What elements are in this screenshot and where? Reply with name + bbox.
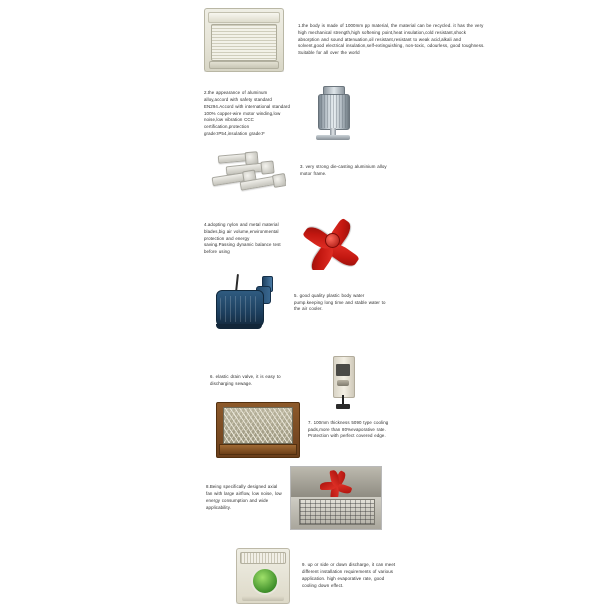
feature-caption-7: 7. 100mm thickness 5090 type cooling pads,more than 80%evaporative rate. Protection with perfect covered edge. [308,419,389,439]
feature-caption-6: 6. elastic drain valve, it is easy to discharging sewage. [210,374,281,386]
axial-fan-assembly-image [290,466,382,530]
feature-caption-8: 8.Being specifically designed axial fan with large airflow, low noise, low energy consumption and wide applicability. [206,484,282,510]
feature-row-2 [204,84,592,144]
feature-row-5 [210,274,598,332]
cooling-pad-with-frame-image [216,402,300,458]
feature-row-1 [204,8,592,72]
feature-caption-9: 9. up or side or down discharge, it can meet different installation requirements of various application. high evaporative rate, good cooling down effect. [302,562,396,588]
copper-wire-motor-image [314,84,352,144]
feature-row-8 [206,466,594,530]
feature-row-9 [236,548,596,604]
die-casting-aluminum-alloy-motor-frame-image [210,148,286,194]
feature-caption-4: 4.adopting nylon and metal material blades,big air volume,environmental protection and energy saving.Passing dynamic balance test before using [204,221,281,255]
evaporative-air-cooler-unit-image [204,8,284,72]
feature-caption-1: 1.the body is made of 1000mm pp material, the material can be recycled. it has the very high mechanical strength,high softening point,heat insulation,cold resistant,shock absorption and sound attenuation,oil resistant,resistant to weak acid,alkali and solvent,good electrical insulation,self-extinguishing, non-toxic, odourless, good toughness. Suitable for all over the world [298,22,485,56]
plastic-body-water-pump-image [210,274,282,332]
feature-row-3 [210,148,598,194]
up-side-down-discharge-cooler-image [236,548,290,604]
red-nylon-fan-blade-image [300,208,362,270]
feature-row-7 [216,402,600,458]
feature-caption-2: 2.the appearance of aluminum alloy,accord with safety standard EN294.Accord with international standard 100% copper-wire motor winding,low noise,low vibration CCC certification,protection grade:IP54,insulation grade:F [204,90,290,137]
feature-row-4 [204,208,592,270]
feature-caption-3: 3. very strong die-casting aluminium alloy motor frame. [300,164,387,176]
feature-caption-5: 5. good quality plastic body water pump.keeping long time and stable water to the air cooler. [294,292,386,312]
